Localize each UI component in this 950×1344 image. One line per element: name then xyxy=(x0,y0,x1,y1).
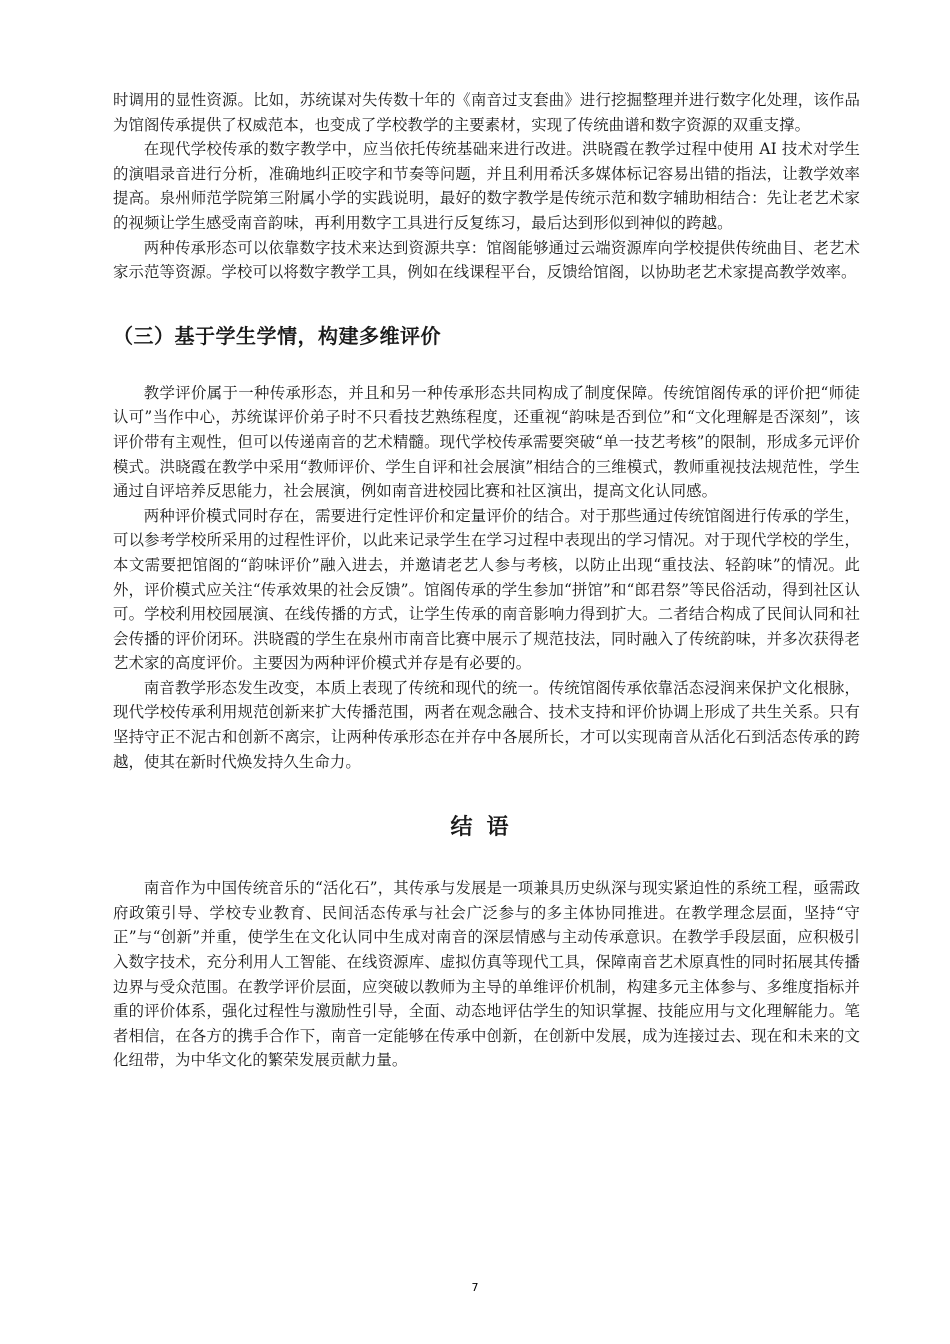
conclusion-heading: 结语 xyxy=(450,815,523,841)
body-paragraph: 南音作为中国传统音乐的“活化石”，其传承与发展是一项兼具历史纵深与现实紧迫性的系统工程，亟需政府政策引导、学校专业教育、民间活态传承与社会广泛参与的多主体协同推进。在教学理念层面，坚持“守正”与“创新”并重，使学生在文化认同中生成对南音的深层情感与主动传承意识。在教学手段层面，应积极引入数字技术，充分利用人工智能、在线资源库、虚拟仿真等现代工具，保障南音艺术原真性的同时拓展其传播边界与受众范围。在教学评价层面，应突破以教师为主导的单维评价机制，构建多元主体参与、多维度指标并重的评价体系，强化过程性与激励性引导，全面、动态地评估学生的知识掌握、技能应用与文化理解能力。笔者相信，在各方的携手合作下，南音一定能够在传承中创新，在创新中发展，成为连接过去、现在和未来的文化纽带，为中华文化的繁荣发展贡献力量。 xyxy=(113,879,860,1070)
section-heading: （三）基于学生学情，构建多维评价 xyxy=(113,323,441,348)
body-paragraph: 在现代学校传承的数字教学中，应当依托传统基础来进行改进。洪晓霞在教学过程中使用 AI 技术对学生的演唱录音进行分析，准确地纠正咬字和节奏等问题，并且利用希沃多媒体标记容易出错的指法，让教学效率提高。泉州师范学院第三附属小学的实践说明，最好的数字教学是传统示范和数字辅助相结合：先让老艺术家的视频让学生感受南音韵味，再利用数字工具进行反复练习，最后达到形似到神似的跨越。 xyxy=(113,140,860,232)
body-paragraph: 两种传承形态可以依靠数字技术来达到资源共享：馆阁能够通过云端资源库向学校提供传统曲目、老艺术家示范等资源。学校可以将数字教学工具，例如在线课程平台，反馈给馆阁，以协助老艺术家提高教学效率。 xyxy=(113,238,860,282)
body-paragraph: 教学评价属于一种传承形态，并且和另一种传承形态共同构成了制度保障。传统馆阁传承的评价把“师徒认可”当作中心，苏统谋评价弟子时不只看技艺熟练程度，还重视“韵味是否到位”和“文化理解是否深刻”，该评价带有主观性，但可以传递南音的艺术精髓。现代学校传承需要突破“单一技艺考核”的限制，形成多元评价模式。洪晓霞在教学中采用“教师评价、学生自评和社会展演”相结合的三维模式，教师重视技法规范性，学生通过自评培养反思能力，社会展演，例如南音进校园比赛和社区演出，提高文化认同感。 xyxy=(113,383,860,501)
body-paragraph: 两种评价模式同时存在，需要进行定性评价和定量评价的结合。对于那些通过传统馆阁进行传承的学生，可以参考学校所采用的过程性评价，以此来记录学生在学习过程中表现出的学习情况。对于现代学校的学生，本文需要把馆阁的“韵味评价”融入进去，并邀请老艺人参与考核，以防止出现“重技法、轻韵味”的情况。此外，评价模式应关注“传承效果的社会反馈”。馆阁传承的学生参加“拼馆”和“郎君祭”等民俗活动，得到社区认可。学校利用校园展演、在线传播的方式，让学生传承的南音影响力得到扩大。二者结合构成了民间认同和社会传播的评价闭环。洪晓霞的学生在泉州市南音比赛中展示了规范技法，同时融入了传统韵味，并多次获得老艺术家的高度评价。主要因为两种评价模式并存是有必要的。 xyxy=(113,506,860,673)
body-paragraph: 南音教学形态发生改变，本质上表现了传统和现代的统一。传统馆阁传承依靠活态浸润来保护文化根脉，现代学校传承利用规范创新来扩大传播范围，两者在观念融合、技术支持和评价协调上形成了共生关系。只有坚持守正不泥古和创新不离宗，让两种传承形态在并存中各展所长，才可以实现南音从活化石到活态传承的跨越，使其在新时代焕发持久生命力。 xyxy=(113,678,860,771)
page-number: 7 xyxy=(471,1281,479,1294)
body-paragraph: 时调用的显性资源。比如，苏统谋对失传数十年的《南音过支套曲》进行挖掘整理并进行数字化处理，该作品为馆阁传承提供了权威范本，也变成了学校教学的主要素材，实现了传统曲谱和数字资源的双重支撑。 xyxy=(113,91,860,134)
document-page xyxy=(113,88,860,1073)
